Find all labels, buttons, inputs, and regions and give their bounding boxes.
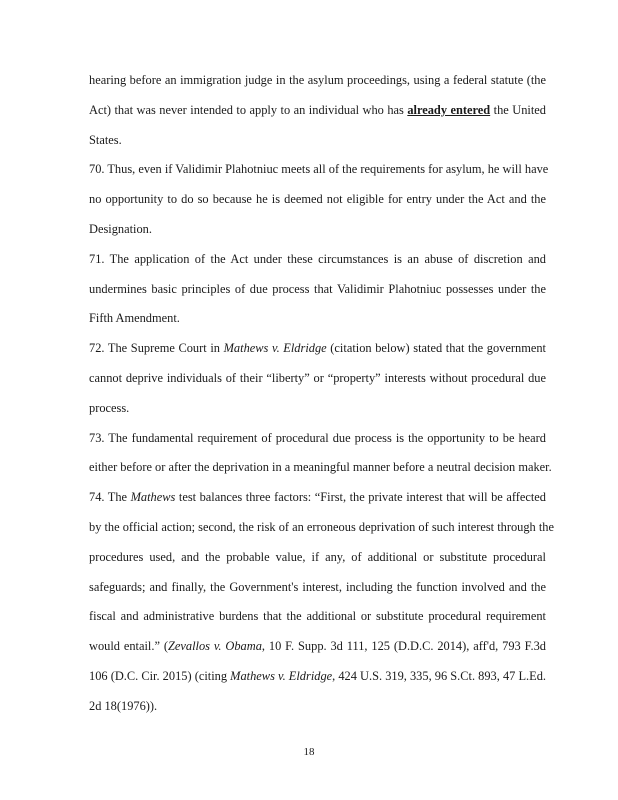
paragraph-73-line: 73. The fundamental requirement of procedural due process is the opportunity to be heard bbox=[89, 430, 546, 445]
text-line: States. bbox=[89, 132, 122, 147]
paragraph-71-line: 71. The application of the Act under these circumstances is an abuse of discretion and bbox=[89, 251, 546, 266]
text-line: safeguards; and finally, the Government's interest, including the function involved and the bbox=[89, 579, 546, 594]
paragraph-70-line: 70. Thus, even if Validimir Plahotniuc meets all of the requirements for asylum, he will have bbox=[89, 162, 549, 177]
paragraph-74-line: 74. The Mathews test balances three factors: “First, the private interest that will be affected bbox=[89, 490, 546, 505]
page-number: 18 bbox=[303, 746, 315, 758]
text-line: cannot deprive individuals of their “liberty” or “property” interests without procedural due bbox=[89, 370, 546, 385]
text-line: either before or after the deprivation in a meaningful manner before a neutral decision maker. bbox=[89, 460, 552, 475]
text-line: Designation. bbox=[89, 221, 152, 236]
text-line: Act) that was never intended to apply to an individual who has already entered the United bbox=[89, 102, 546, 117]
case-citation: Mathews v. Eldridge bbox=[223, 341, 327, 356]
case-citation: Mathews bbox=[130, 490, 176, 505]
paragraph-72-line: 72. The Supreme Court in Mathews v. Eldridge (citation below) stated that the government bbox=[89, 341, 546, 356]
text-line: procedures used, and the probable value, if any, of additional or substitute procedural bbox=[89, 549, 546, 564]
text-line: undermines basic principles of due process that Validimir Plahotniuc possesses under the bbox=[89, 281, 546, 296]
text-line: hearing before an immigration judge in the asylum proceedings, using a federal statute (the bbox=[89, 73, 546, 87]
text-line: by the official action; second, the risk of an erroneous deprivation of such interest through the bbox=[89, 519, 554, 534]
text-line: 106 (D.C. Cir. 2015) (citing Mathews v. Eldridge, 424 U.S. 319, 335, 96 S.Ct. 893, 47 L.Ed. bbox=[89, 668, 546, 683]
text-line: would entail.” (Zevallos v. Obama, 10 F. Supp. 3d 111, 125 (D.D.C. 2014), aff'd, 793 F.3d bbox=[89, 639, 547, 654]
text-line: process. bbox=[89, 400, 130, 415]
emphasis-already-entered: already entered bbox=[407, 102, 491, 117]
document-body bbox=[89, 66, 554, 722]
text-line: fiscal and administrative burdens that the additional or substitute procedural requirement bbox=[89, 609, 546, 624]
text-line: Fifth Amendment. bbox=[89, 311, 180, 326]
case-citation: Zevallos v. Obama bbox=[167, 639, 262, 654]
case-citation: Mathews v. Eldridge bbox=[230, 668, 333, 683]
text-line: 2d 18(1976)). bbox=[89, 698, 158, 713]
text-line: no opportunity to do so because he is deemed not eligible for entry under the Act and the bbox=[89, 192, 546, 207]
